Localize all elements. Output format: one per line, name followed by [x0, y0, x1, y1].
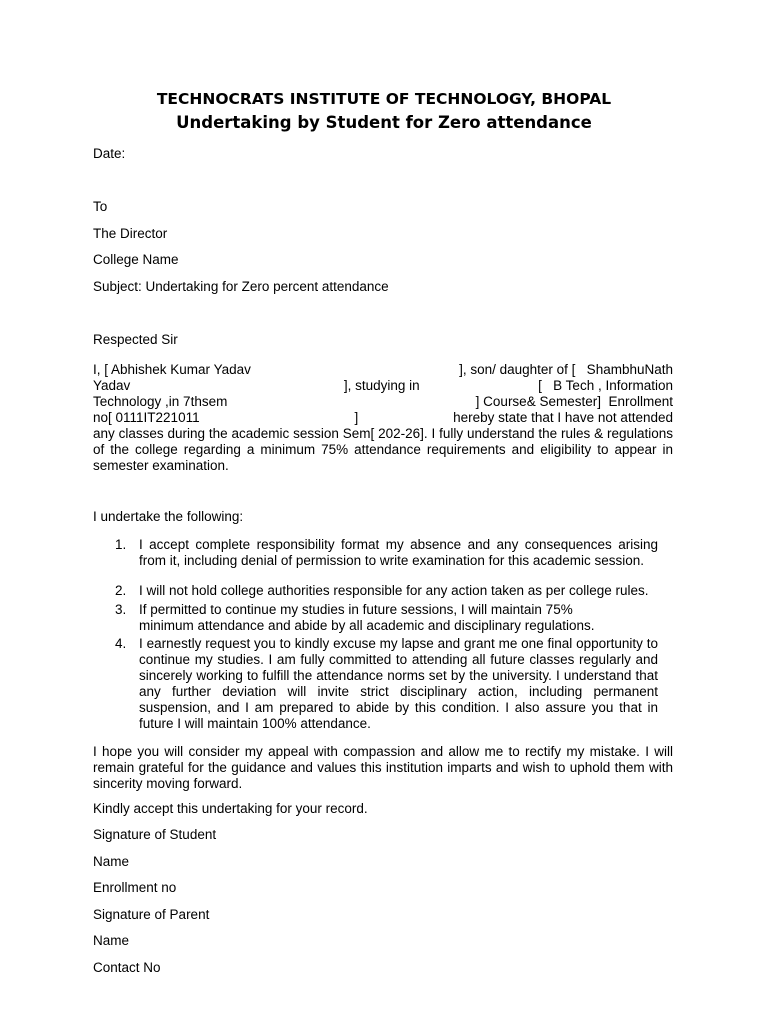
- parent-name-label: Name: [93, 933, 130, 948]
- closing-paragraph: I hope you will consider my appeal with compassion and allow me to rectify my mistake. I will remain grateful for the guidance and values this institution imparts and wish to uphold them with sincerity moving forward.: [93, 744, 673, 791]
- list-item-text: I will not hold college authorities responsible for any action taken as per college rules.: [139, 583, 649, 598]
- signature-student: Signature of Student: [93, 827, 217, 842]
- declaration-rest: any classes during the academic session Sem[ 202-26]. I fully understand the rules & regulations of the college regarding a minimum 75% attendance requirements and eligibility to appear in semester examination.: [93, 426, 673, 473]
- signature-parent: Signature of Parent: [93, 907, 210, 922]
- list-item-text: If permitted to continue my studies in future sessions, I will maintain 75% minimum attendance and abide by all academic and disciplinary regulations.: [139, 602, 595, 633]
- enrollment-label: Enrollment no: [93, 880, 177, 895]
- list-item-text: I earnestly request you to kindly excuse my lapse and grant me one final opportunity to continue my studies. I am fully committed to attending all future classes regularly and sincerely working to fulfill the attendance norms set by the university. I understand that any further deviation will invite strict disciplinary action, including permanent suspension, and I am prepared to abide by this condition. I also assure you that in future I will maintain 100% attendance.: [139, 636, 658, 731]
- subject-line: Subject: Undertaking for Zero percent attendance: [93, 279, 389, 294]
- parent-name-continued: Yadav: [93, 378, 131, 393]
- list-item-number: 3.: [115, 602, 127, 617]
- enrollment-close: ]: [354, 410, 359, 425]
- studying-in-label: ], studying in: [343, 378, 420, 393]
- declaration-paragraph: [93, 362, 673, 474]
- salutation: Respected Sir: [93, 332, 178, 347]
- parent-name-field: ], son/ daughter of [ ShambhuNath: [459, 362, 673, 377]
- declaration-line-3: [93, 394, 673, 410]
- date-label: Date:: [93, 146, 126, 161]
- list-item-number: 1.: [115, 537, 127, 552]
- accept-line: Kindly accept this undertaking for your record.: [93, 801, 368, 816]
- list-item-number: 4.: [115, 636, 127, 651]
- address-director: The Director: [93, 226, 168, 241]
- address-to: To: [93, 199, 108, 214]
- document-title: Undertaking by Student for Zero attendance: [176, 113, 592, 132]
- list-item-text: I accept complete responsibility format my absence and any consequences arising from it, including denial of permission to write examination for this academic session.: [139, 537, 658, 568]
- statement-start: hereby state that I have not attended: [453, 410, 673, 425]
- institute-heading: TECHNOCRATS INSTITUTE OF TECHNOLOGY, BHOPAL: [156, 90, 612, 108]
- contact-label: Contact No: [93, 960, 161, 975]
- course-continued: Technology ,in 7thsem: [93, 394, 228, 409]
- declaration-line-4: [93, 410, 673, 426]
- course-field: [ B Tech , Information: [538, 378, 673, 393]
- student-name-field: I, [ Abhishek Kumar Yadav: [93, 362, 251, 377]
- student-name-label: Name: [93, 854, 130, 869]
- enrollment-field: no[ 0111IT221011: [93, 410, 200, 425]
- undertake-intro: I undertake the following:: [93, 509, 244, 524]
- semester-label: ] Course& Semester] Enrollment: [475, 394, 673, 409]
- list-item-number: 2.: [115, 583, 127, 598]
- address-college: College Name: [93, 252, 179, 267]
- declaration-line-1: [93, 362, 673, 378]
- declaration-line-2: [93, 378, 673, 394]
